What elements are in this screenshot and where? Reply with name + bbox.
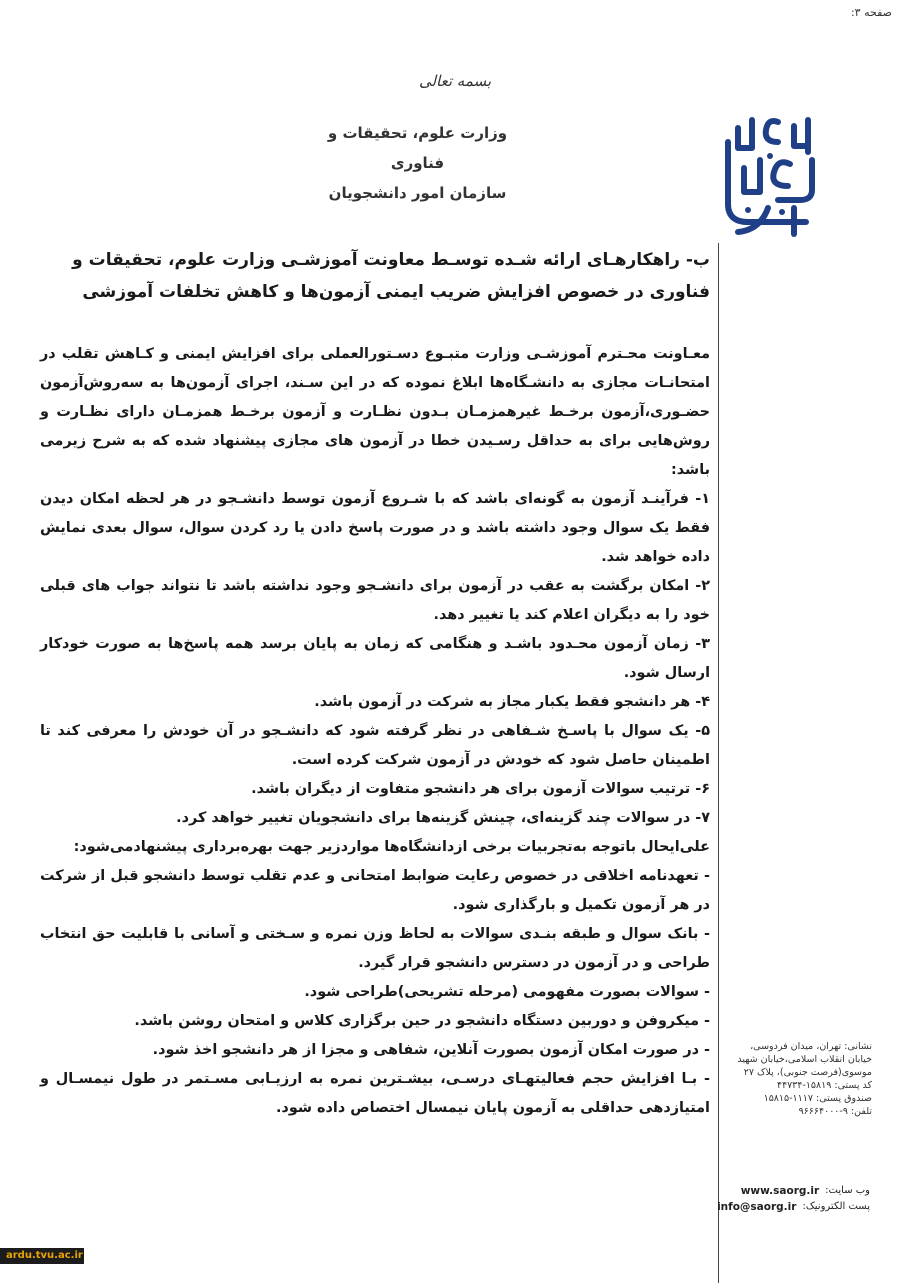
email-link[interactable]: info@saorg.ir — [717, 1201, 797, 1213]
suggestion-item: - میکروفن و دوربین دستگاه دانشجو در حین برگزاری کلاس و امتحان روشن باشد. — [134, 1013, 710, 1029]
list-item: ۱- فرآینـد آزمون به گونه‌ای باشد که با شـروع آزمون توسط دانشـجو در هر لحظه امکان دیدن فقط یک سوال وجود داشته باشد و در صورت پاسخ دادن یا رد کردن سوال، سوال بعدی نمایش داده خواهد شد. — [40, 491, 710, 565]
web-contact — [717, 1183, 870, 1215]
list-item: ۵- یک سوال با پاسـخ شـفاهی در نظر گرفته شود که دانشـجو در آن خودش را معرفی کند تا اطمینان حاصل شود که خودش در آزمون شرکت کرده است. — [40, 723, 710, 768]
basmala: بسمه تعالی — [418, 72, 492, 90]
section-heading: ب- راهکارهـای ارائه شـده توسـط معاونت آموزشـی وزارت علوم، تحقیقات و فناوری در خصوص افزایش ضریب ایمنی آزمون‌ها و کاهش تخلفات آموزشی — [72, 250, 710, 302]
document-body — [40, 340, 710, 1123]
list-item: ۴- هر دانشجو فقط یکبار مجاز به شرکت در آزمون باشد. — [314, 694, 710, 710]
page-number: صفحه ۳: — [850, 6, 892, 19]
organization-logo — [708, 112, 824, 238]
source-badge-text: ardu.tvu.ac.ir — [6, 1250, 83, 1261]
address-line: صندوق پستی: ۱۱۱۷-۱۵۸۱۵ — [763, 1093, 872, 1104]
address-line: خیابان انقلاب اسلامی،خیابان شهید — [737, 1054, 872, 1065]
suggestion-item: - بانک سوال و طبقه بنـدی سوالات به لحاظ وزن نمره و سـختی و آسانی با قابلیت حق انتخاب طراحی و در آزمون در دسترس دانشجو قرار گیرد. — [40, 926, 710, 971]
address-line: کد پستی: ۱۵۸۱۹-۴۴۷۳۴ — [776, 1080, 872, 1091]
letterhead — [300, 118, 535, 208]
website-link[interactable]: www.saorg.ir — [740, 1185, 820, 1197]
list-item: ۳- زمان آزمون محـدود باشـد و هنگامی که زمان به پایان برسد همه پاسخ‌ها به صورت خودکار ارسال شود. — [40, 636, 710, 681]
list-item: ۲- امکان برگشت به عقب در آزمون برای دانشـجو وجود نداشته باشد تا نتواند جواب های قبلی خود را به دیگران اعلام کند یا تغییر دهد. — [40, 578, 710, 623]
suggestions-intro: علی‌ایحال باتوجه به‌تجربیات برخی ازدانشگاه‌ها مواردزیر جهت بهره‌برداری پیشنهادمی‌شود: — [73, 839, 710, 855]
intro-paragraph: معـاونت محـترم آموزشـی وزارت متبـوع دسـتورالعملی برای افزایش ایمنی و کـاهش تقلب در امتحانـات مجازی به دانشـگاه‌ها ابلاغ نموده که در این سـند، اجرای آزمون‌ها به سه‌روش‌آزمون حضـوری،آزمون برخـط غیرهمزمـان بـدون نظـارت و آزمون برخـط همزمـان دارای نظـارت و روش‌هایی برای به حداقل رسـیدن خطا در آزمون های مجازی پیشنهاد شده که به شرح زیرمی باشد: — [40, 346, 710, 478]
organization-name: سازمان امور دانشجویان — [328, 184, 507, 202]
list-item: ۷- در سوالات چند گزینه‌ای، چینش گزینه‌ها برای دانشجویان تغییر خواهد کرد. — [176, 810, 710, 826]
ministry-name: وزارت علوم، تحقیقات و فناوری — [327, 124, 508, 172]
address-line: موسوی(فرصت جنوبی)، پلاک ۲۷ — [743, 1067, 872, 1078]
suggestion-item: - سوالات بصورت مفهومی (مرحله تشریحی)طراحی شود. — [304, 984, 710, 1000]
address-line: تلفن: ۹-۹۶۶۶۴۰۰۰ — [798, 1106, 872, 1117]
suggestion-item: - تعهدنامه اخلاقی در خصوص رعایت ضوابط امتحانی و عدم تقلب توسط دانشجو قبل از شرکت در هر آزمون تکمیل و بارگذاری شود. — [40, 868, 710, 913]
logo-text: سازمان امور دانشجویان — [708, 112, 719, 113]
margin-divider — [718, 243, 719, 1283]
contact-address — [722, 1040, 872, 1118]
source-badge — [0, 1248, 84, 1264]
list-item: ۶- ترتیب سوالات آزمون برای هر دانشجو متفاوت از دیگران باشد. — [251, 781, 710, 797]
suggestion-item: - بـا افزایش حجم فعالیتهـای درسـی، بیشـترین نمره به ارزیـابی مسـتمر در طول نیمسـال و امتیازدهی حداقلی به آزمون پایان نیمسال اختصاص داده شود. — [40, 1071, 710, 1116]
suggestion-item: - در صورت امکان آزمون بصورت آنلاین، شفاهی و مجزا از هر دانشجو اخذ شود. — [152, 1042, 710, 1058]
website-label: وب سایت: — [825, 1185, 870, 1196]
email-label: پست الکترونیک: — [802, 1201, 870, 1212]
address-line: نشانی: تهران، میدان فردوسی، — [750, 1041, 872, 1052]
